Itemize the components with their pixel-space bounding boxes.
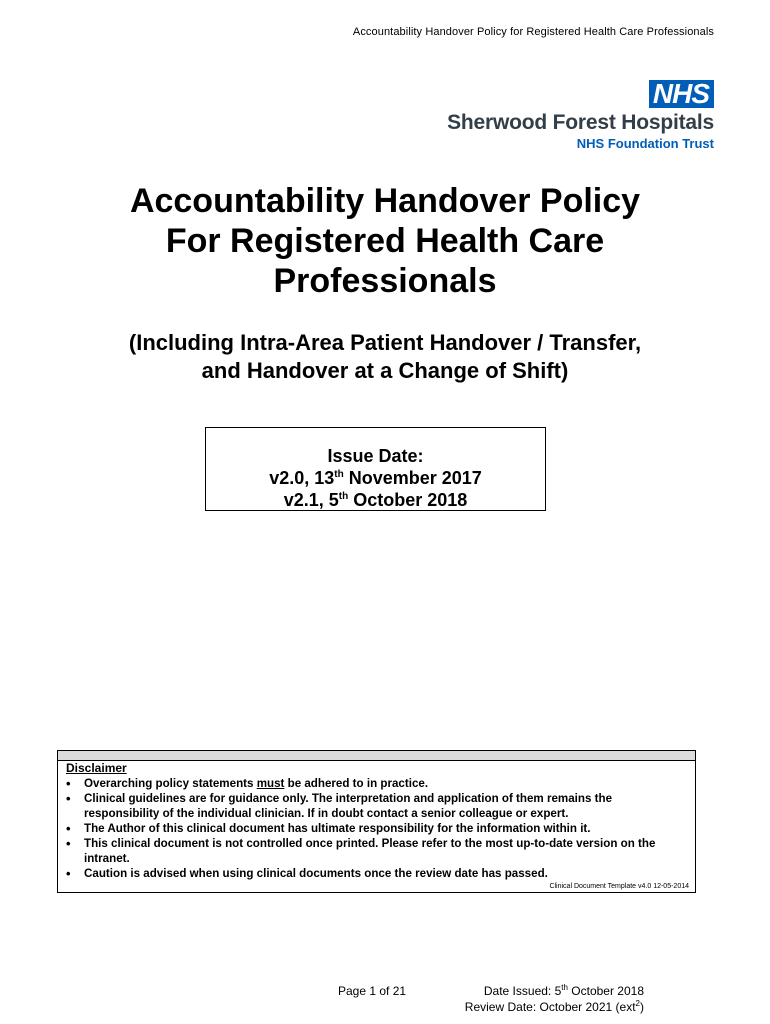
disclaimer-item: • Overarching policy statements must be adhered to in practice. <box>84 776 685 791</box>
disclaimer-list <box>58 776 695 881</box>
document-title-line: For Registered Health Care <box>165 222 605 260</box>
running-header: Accountability Handover Policy for Registered Health Care Professionals <box>352 26 714 38</box>
issue-date-box <box>205 427 546 511</box>
disclaimer-item: • The Author of this clinical document has ultimate responsibility for the information within it. <box>84 821 685 836</box>
nhs-trust-logo <box>434 80 714 151</box>
review-date: Review Date: October 2021 (ext$^2$) <box>464 999 644 1014</box>
template-reference: Clinical Document Template v4.0 12-05-2014 <box>549 883 689 890</box>
nhs-logo-badge: NHS <box>649 80 714 108</box>
document-subtitle-line: and Handover at a Change of Shift) <box>201 358 569 383</box>
issue-date-label: Issue Date: <box>327 446 424 466</box>
issue-version-2: v2.1, 5th October 2018 <box>283 490 468 510</box>
document-subtitle-line: (Including Intra-Area Patient Handover / Transfer, <box>128 330 642 355</box>
disclaimer-item: • This clinical document is not controlled once printed. Please refer to the most up-to-date version on the intranet. <box>84 836 685 866</box>
issue-version-1: v2.0, 13th November 2017 <box>269 468 482 488</box>
trust-subtitle: NHS Foundation Trust <box>576 136 714 151</box>
document-title <box>0 181 770 301</box>
page-number: Page 1 of 21 <box>338 984 407 998</box>
document-title-line: Professionals <box>273 262 497 300</box>
disclaimer-item: • Caution is advised when using clinical documents once the review date has passed. <box>84 866 685 881</box>
disclaimer-heading: Disclaimer <box>66 761 127 775</box>
footer-dates <box>452 983 644 1015</box>
trust-name: Sherwood Forest Hospitals <box>447 111 714 134</box>
disclaimer-box <box>57 750 696 893</box>
document-title-line: Accountability Handover Policy <box>129 182 641 220</box>
document-subtitle <box>0 329 770 385</box>
disclaimer-item: • Clinical guidelines are for guidance only. The interpretation and application of them remains the responsibility of the individual clinician. If in doubt contact a senior colleague or expert. <box>84 791 685 821</box>
date-issued: Date Issued: 5th October 2018 <box>483 983 644 998</box>
disclaimer-band <box>58 751 695 761</box>
